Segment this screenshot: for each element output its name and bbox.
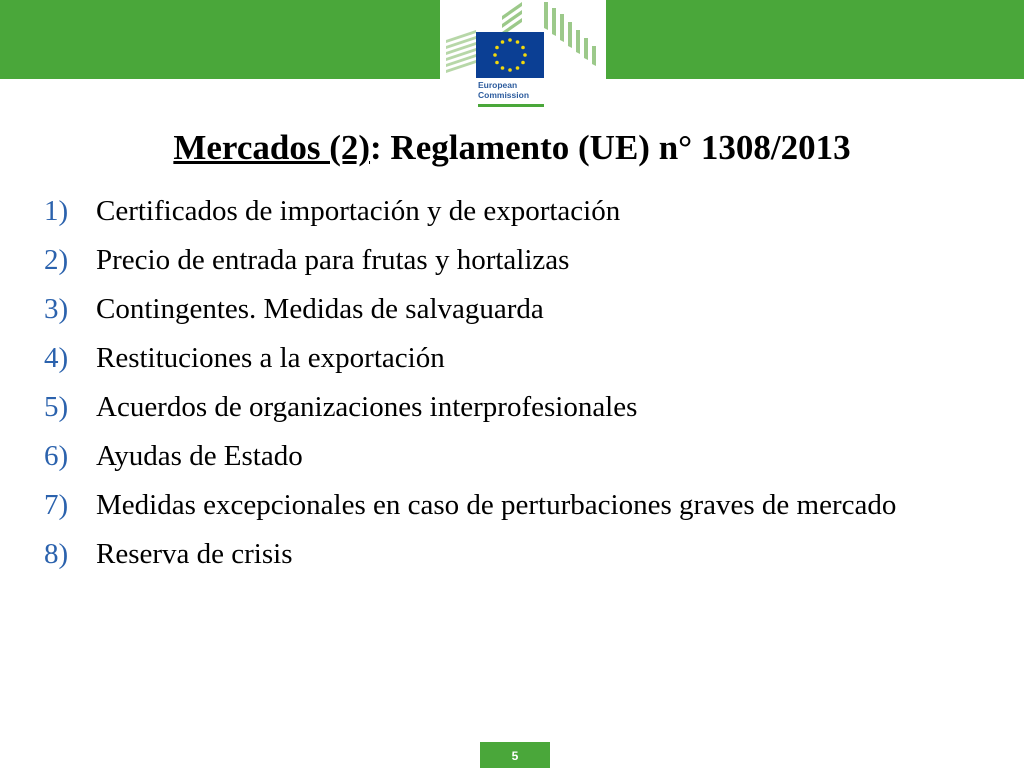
- title-underlined-part: Mercados (2): [173, 128, 371, 167]
- item-number: 7): [44, 489, 69, 521]
- logo-wordmark: [478, 80, 529, 100]
- item-number: 8): [44, 538, 69, 570]
- item-number: 6): [44, 440, 69, 472]
- list-item: [44, 533, 986, 576]
- item-text: Certificados de importación y de exportación: [96, 195, 621, 227]
- european-commission-logo: [440, 0, 606, 116]
- item-text: Acuerdos de organizaciones interprofesionales: [96, 391, 638, 423]
- slide-title: [0, 128, 1024, 168]
- item-text: Contingentes. Medidas de salvaguarda: [96, 293, 544, 325]
- list-item: [44, 435, 986, 478]
- item-text: Reserva de crisis: [96, 538, 293, 570]
- list-item: [44, 288, 986, 331]
- item-number: 4): [44, 342, 69, 374]
- logo-underline: [478, 104, 544, 107]
- logo-line-1: European: [478, 80, 518, 90]
- list-item: [44, 239, 986, 282]
- list-item: [44, 484, 986, 527]
- item-number: 5): [44, 391, 69, 423]
- item-number: 3): [44, 293, 69, 325]
- item-number: 1): [44, 195, 69, 227]
- berlaymont-building-icon: [440, 0, 606, 80]
- numbered-list: [44, 190, 986, 582]
- item-number: 2): [44, 244, 69, 276]
- item-text: Precio de entrada para frutas y hortalizas: [96, 244, 570, 276]
- item-text: Ayudas de Estado: [96, 440, 303, 472]
- page-number: 5: [480, 742, 550, 768]
- list-item: [44, 190, 986, 233]
- item-text: Restituciones a la exportación: [96, 342, 445, 374]
- logo-line-2: Commission: [478, 90, 530, 100]
- title-rest: : Reglamento (UE) n° 1308/2013: [370, 128, 851, 167]
- item-text: Medidas excepcionales en caso de perturbaciones graves de mercado: [96, 489, 897, 521]
- list-item: [44, 386, 986, 429]
- list-item: [44, 337, 986, 380]
